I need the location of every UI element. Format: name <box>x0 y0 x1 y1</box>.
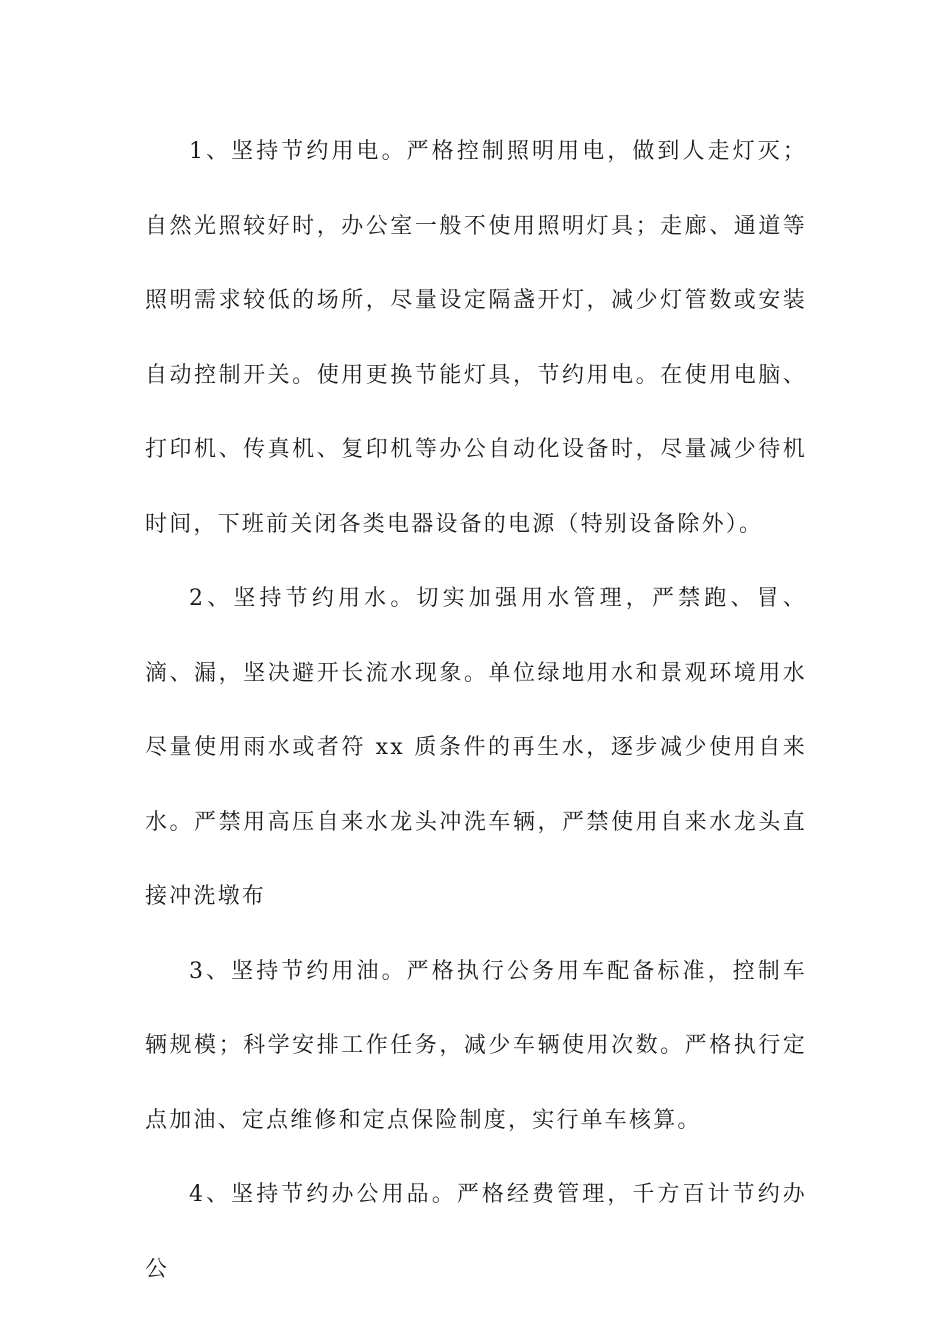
paragraph-electricity: 1、坚持节约用电。严格控制照明用电，做到人走灯灭；自然光照较好时，办公室一般不使用照明灯具；走廊、通道等照明需求较低的场所，尽量设定隔盏开灯，减少灯管数或安装自动控制开关。使用更换节能灯具，节约用电。在使用电脑、打印机、传真机、复印机等办公自动化设备时，尽量减少待机时间，下班前关闭各类电器设备的电源（特别设备除外）。 <box>145 139 807 537</box>
paragraph-oil: 3、坚持节约用油。严格执行公务用车配备标准，控制车辆规模；科学安排工作任务，减少车辆使用次数。严格执行定点加油、定点维修和定点保险制度，实行单车核算。 <box>145 958 807 1133</box>
paragraph-office-supplies: 4、坚持节约办公用品。严格经费管理，千方百计节约办公 <box>145 1182 807 1282</box>
paragraph-water: 2、坚持节约用水。切实加强用水管理，严禁跑、冒、滴、漏，坚决避开长流水现象。单位绿地用水和景观环境用水尽量使用雨水或者符 xx 质条件的再生水，逐步减少使用自来水。严禁用高压自来水龙头冲洗车辆，严禁使用自来水龙头直接冲洗墩布 <box>145 586 807 909</box>
document-body <box>145 115 807 1307</box>
